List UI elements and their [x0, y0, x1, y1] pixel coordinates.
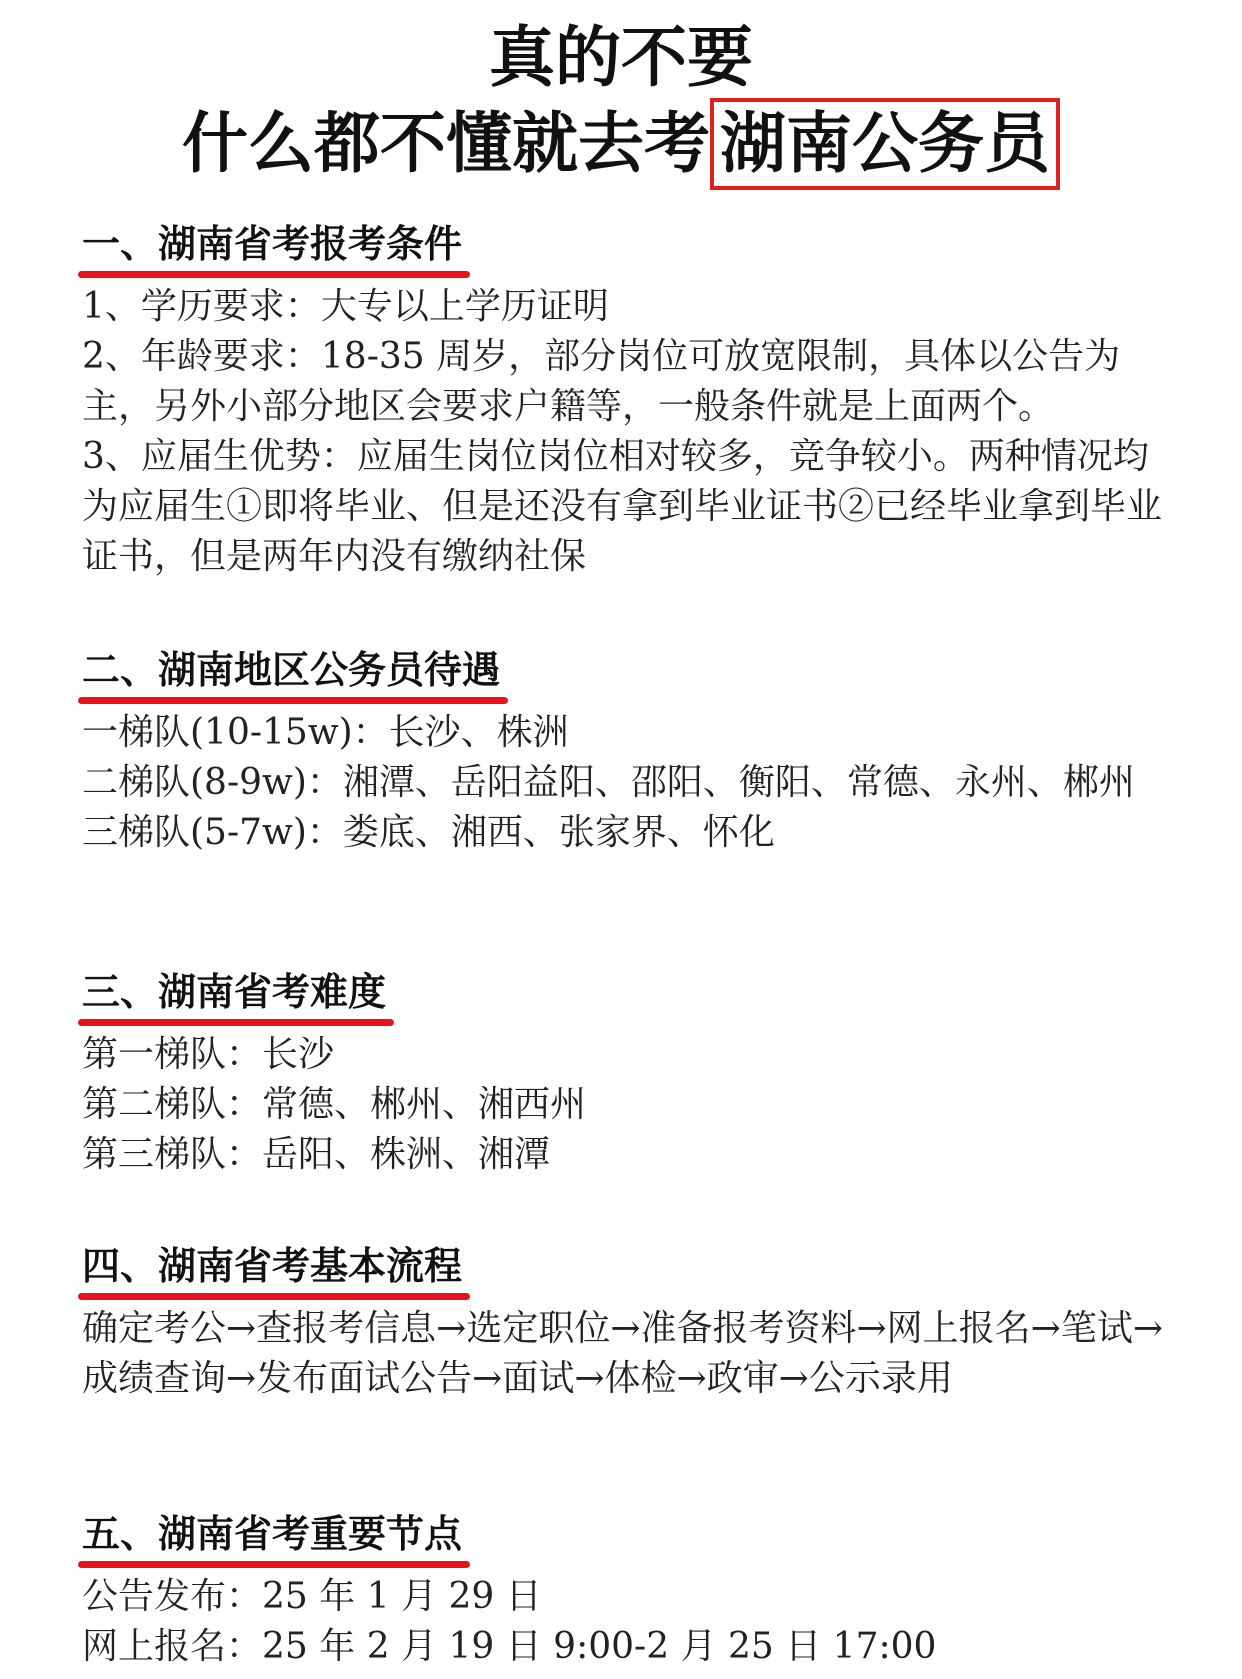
section-line: 二梯队(8-9w)：湘潭、岳阳益阳、邵阳、衡阳、常德、永州、郴州: [82, 762, 1135, 803]
section-line: 1、学历要求：大专以上学历证明: [82, 286, 609, 327]
heading-underline: [78, 271, 470, 278]
section-line: 3、应届生优势：应届生岗位岗位相对较多，竞争较小。两种情况均为应届生①即将毕业、但是还没有拿到毕业证书②已经毕业拿到毕业证书，但是两年内没有缴纳社保: [82, 436, 1163, 577]
section-lines: [82, 1304, 1172, 1404]
section-key-dates: [82, 1508, 1172, 1672]
section-line: 第一梯队：长沙: [82, 1034, 335, 1075]
section-heading: [82, 218, 462, 276]
section-heading: [82, 1508, 462, 1566]
section-lines: [82, 1572, 1172, 1672]
page-title-highlight: 湖南公务员: [710, 98, 1060, 190]
section-heading-text: 一、湖南省考报考条件: [82, 222, 463, 266]
section-lines: [82, 708, 1172, 858]
section-salary: [82, 644, 1172, 858]
section-heading-text: 二、湖南地区公务员待遇: [82, 648, 501, 692]
section-heading-text: 五、湖南省考重要节点: [82, 1512, 463, 1556]
section-heading: [82, 644, 500, 702]
section-heading: [82, 966, 386, 1024]
section-line: 第二梯队：常德、郴州、湘西州: [82, 1084, 587, 1125]
section-eligibility: [82, 218, 1172, 582]
page-title-line1: 真的不要: [489, 19, 753, 96]
section-heading: [82, 1240, 462, 1298]
section-line: 第三梯队：岳阳、株洲、湘潭: [82, 1134, 551, 1175]
section-lines: [82, 282, 1172, 582]
section-line: 三梯队(5-7w)：娄底、湘西、张家界、怀化: [82, 812, 775, 853]
heading-underline: [78, 1019, 394, 1026]
heading-underline: [78, 1561, 470, 1568]
heading-underline: [78, 1293, 470, 1300]
section-heading-text: 三、湖南省考难度: [82, 970, 387, 1014]
section-line: 一梯队(10-15w)：长沙、株洲: [82, 712, 569, 753]
heading-underline: [78, 697, 508, 704]
page-title-line2: [0, 98, 1242, 190]
section-line: 2、年龄要求：18-35 周岁，部分岗位可放宽限制，具体以公告为主，另外小部分地区会要求户籍等，一般条件就是上面两个。: [82, 336, 1121, 427]
section-line: 网上报名：25 年 2 月 19 日 9:00-2 月 25 日 17:00: [82, 1626, 937, 1667]
section-process: [82, 1240, 1172, 1404]
section-line: 公告发布：25 年 1 月 29 日: [82, 1576, 542, 1617]
page-title-prefix: 什么都不懂就去考: [182, 105, 710, 182]
section-line: 确定考公→查报考信息→选定职位→准备报考资料→网上报名→笔试→成绩查询→发布面试公告→面试→体检→政审→公示录用: [82, 1308, 1163, 1399]
section-heading-text: 四、湖南省考基本流程: [82, 1244, 463, 1288]
section-lines: [82, 1030, 1172, 1180]
section-difficulty: [82, 966, 1172, 1180]
